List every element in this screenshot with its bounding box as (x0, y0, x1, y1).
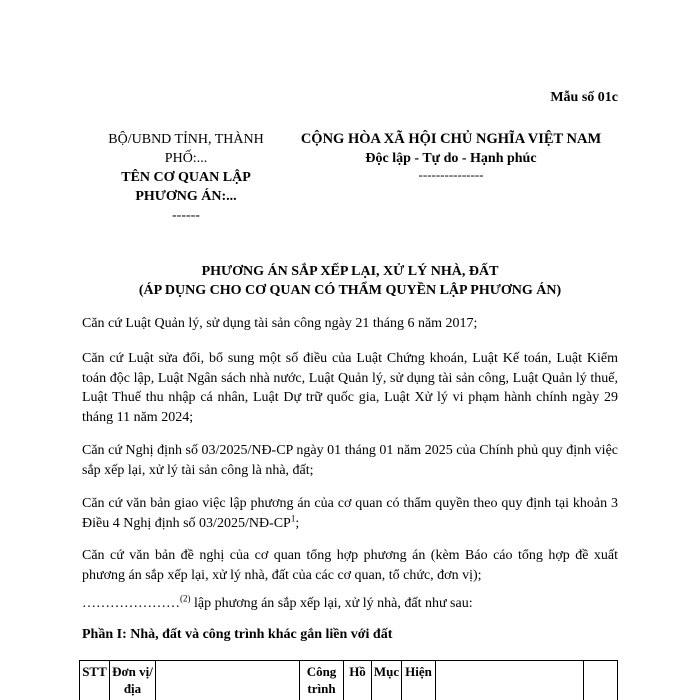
table-header-row (80, 661, 618, 700)
header-cell: Hiện (402, 661, 436, 700)
paragraph-4-text: Căn cứ văn bản giao việc lập phương án của cơ quan có thẩm quyền theo quy định tại khoản 3 Điều 4 Nghị định số 03/2025/NĐ-CP (82, 496, 618, 531)
header-cell (156, 661, 300, 700)
document-title (60, 262, 640, 300)
part-1-title: Phần I: Nhà, đất và công trình khác gắn liền với đất (82, 627, 393, 642)
ministry-line-2: PHỐ:... (164, 151, 208, 166)
paragraph-6-text: lập phương án sắp xếp lại, xử lý nhà, đất như sau: (190, 596, 473, 611)
header-cell (584, 661, 618, 700)
left-header (88, 130, 284, 225)
header-cell: STT (80, 661, 110, 700)
paragraph-2: Căn cứ Luật sửa đổi, bổ sung một số điều của Luật Chứng khoán, Luật Kế toán, Luật Kiểm toán độc lập, Luật Ngân sách nhà nước, Luật Quản lý, sử dụng tài sản công, Luật Quản lý thuế, Luật Thuế thu nhập cá nhân, Luật Dự trữ quốc gia, Luật Xử lý vi phạm hành chính ngày 29 tháng 11 năm 2024; (82, 351, 618, 425)
paragraph-3: Căn cứ Nghị định số 03/2025/NĐ-CP ngày 01 tháng 01 năm 2025 của Chính phủ quy định việc sắp xếp lại, xử lý tài sản công là nhà, đất; (82, 443, 618, 478)
header-cell: Đơn vị/địa (110, 661, 156, 700)
agency-line-2: PHƯƠNG ÁN:... (135, 189, 237, 204)
title-line-2: (ÁP DỤNG CHO CƠ QUAN CÓ THẨM QUYỀN LẬP PHƯƠNG ÁN) (138, 283, 562, 298)
paragraph-6-dots: ………………… (82, 596, 180, 611)
agency-line-1: TÊN CƠ QUAN LẬP (121, 170, 251, 185)
right-separator: --------------- (418, 167, 484, 182)
footnote-1-marker: 1 (290, 512, 296, 523)
motto: Độc lập - Tự do - Hạnh phúc (365, 151, 537, 166)
right-header (286, 130, 616, 182)
header-cell: Mục (372, 661, 402, 700)
paragraph-6 (82, 594, 618, 614)
paragraph-4 (82, 494, 618, 533)
property-table (79, 660, 618, 700)
footnote-2-marker: (2) (180, 593, 191, 604)
header-cell: Hồ (344, 661, 372, 700)
header-cell: Công trình (300, 661, 344, 700)
paragraph-4-end: ; (295, 515, 300, 531)
left-separator: ------ (172, 208, 200, 223)
header-cell (436, 661, 584, 700)
nation-name: CỘNG HÒA XÃ HỘI CHỦ NGHĨA VIỆT NAM (300, 131, 602, 147)
paragraph-5: Căn cứ văn bản đề nghị của cơ quan tổng hợp phương án (kèm Báo cáo tổng hợp đề xuất phương án sắp xếp lại, xử lý nhà, đất của các cơ quan, tổ chức, đơn vị); (82, 548, 618, 583)
title-line-1: PHƯƠNG ÁN SẮP XẾP LẠI, XỬ LÝ NHÀ, ĐẤT (201, 264, 499, 279)
ministry-line-1: BỘ/UBND TỈNH, THÀNH (108, 132, 264, 147)
form-number: Mẫu số 01c (550, 90, 618, 105)
paragraph-1: Căn cứ Luật Quản lý, sử dụng tài sản công ngày 21 tháng 6 năm 2017; (82, 316, 478, 331)
